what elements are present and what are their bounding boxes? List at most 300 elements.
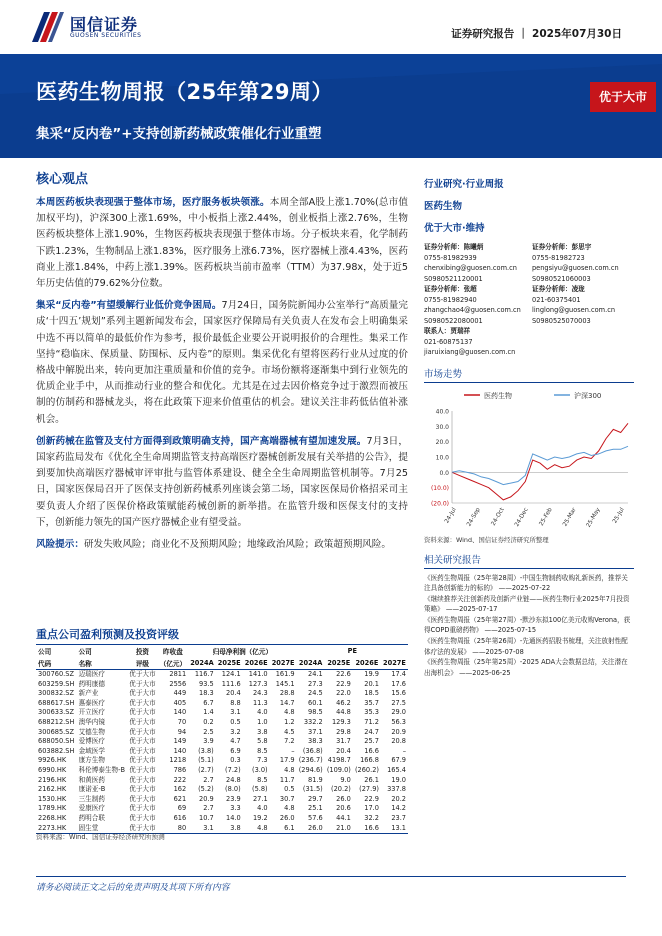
table-cell: 28.8: [279, 689, 295, 698]
table-cell: 6.1: [270, 824, 297, 834]
col-header: 昨收盘: [158, 645, 188, 658]
table-cell: 44.8: [336, 708, 351, 717]
analyst-card: [532, 242, 636, 284]
table-cell: 优于大市: [129, 670, 156, 678]
table-header-row: [36, 645, 408, 658]
industry-name: 医药生物: [424, 201, 463, 212]
industry-rating: 优于大市·维持: [424, 223, 485, 234]
x-tick-label: 25-May: [585, 506, 602, 529]
table-cell: 124.1: [221, 670, 241, 678]
col-header: 2024A: [297, 657, 325, 670]
stock-code: 688212.SH: [38, 717, 75, 726]
table-cell: 4.8: [284, 804, 295, 813]
table-cell: 20.6: [336, 804, 351, 813]
x-tick-label: 25-Feb: [538, 506, 554, 527]
table-cell: 70: [177, 717, 187, 726]
x-tick-label: 24-Oct: [490, 506, 506, 527]
table-cell: 3.1: [188, 824, 216, 834]
earnings-forecast-table: [36, 644, 408, 834]
table-cell: 0.2: [203, 717, 214, 726]
table-cell: 8.8: [230, 698, 241, 707]
table-cell: (3.8): [198, 746, 214, 755]
x-tick-label: 24-Dec: [514, 506, 530, 528]
col-header: 2025E: [325, 657, 353, 670]
table-cell: 149: [173, 737, 187, 746]
table-cell: 24.3: [252, 689, 268, 698]
contact-name: 贾瑞祥: [450, 327, 471, 335]
table-cell: 93.5: [199, 679, 214, 688]
table-cell: 23.9: [226, 794, 241, 803]
table-cell: 18.3: [199, 689, 214, 698]
table-cell: 94: [177, 727, 187, 736]
table-cell: (109.0): [326, 765, 351, 774]
series-line-pharma: [452, 423, 628, 500]
table-cell: 140: [173, 708, 187, 717]
company-name: 爱康医疗: [78, 804, 105, 813]
table-cell: 4.0: [257, 804, 268, 813]
table-cell: 4.7: [230, 737, 241, 746]
table-cell: 67.9: [391, 756, 406, 765]
table-row: [36, 776, 408, 786]
table-cell: 2811: [169, 670, 187, 678]
paragraph-market-lead: 本周医药板块表现强于整体市场，医疗服务板块领涨。: [36, 197, 270, 208]
table-subheader-row: [36, 657, 408, 670]
table-cell: 1218: [169, 756, 187, 765]
table-cell: 优于大市: [129, 765, 156, 774]
table-cell: 13.1: [381, 824, 408, 834]
col-header: 2027E: [381, 657, 408, 670]
table-cell: 22.0: [336, 689, 351, 698]
table-cell: 优于大市: [129, 708, 156, 717]
col-header: 公司: [77, 645, 128, 658]
table-cell: 14.2: [391, 804, 406, 813]
company-name: 爱博医疗: [78, 737, 105, 746]
table-cell: 20.9: [391, 727, 406, 736]
table-cell: 20.8: [391, 737, 406, 746]
paragraph-innovation-lead: 创新药械在监管及支付方面得到政策明确支持，国产高端器械有望加速发展。: [36, 435, 367, 447]
table-cell: 2.7: [203, 804, 214, 813]
table-cell: (260.2): [354, 765, 379, 774]
table-cell: 优于大市: [129, 689, 156, 698]
table-cell: 56.3: [391, 717, 406, 726]
table-cell: 32.2: [364, 813, 379, 822]
col-header: 2026E: [243, 657, 270, 670]
company-name: 三生制药: [78, 794, 105, 803]
table-cell: 24.1: [308, 670, 323, 678]
table-cell: 60.1: [308, 698, 323, 707]
top-bar: [0, 0, 662, 54]
table-cell: 30.7: [279, 794, 295, 803]
analyst-grid: [424, 242, 634, 358]
table-cell: 405: [173, 698, 187, 707]
stock-code: 2273.HK: [36, 824, 77, 834]
table-cell: 优于大市: [129, 794, 156, 803]
table-cell: 80: [158, 824, 188, 834]
table-cell: 165.4: [387, 765, 406, 774]
table-cell: 5.8: [257, 737, 268, 746]
col-header: 公司: [36, 645, 77, 658]
core-viewpoints: [36, 168, 408, 559]
table-title: 重点公司盈利预测及投资评级: [36, 628, 179, 641]
table-cell: 3.2: [230, 727, 241, 736]
paragraph-procurement-lead: 集采“反内卷”有望缓解行业低价竞争困局。: [36, 300, 222, 312]
stock-code: 2196.HK: [38, 775, 67, 784]
banner-decoration: [0, 54, 662, 158]
col-header: （亿元）: [158, 657, 188, 670]
analyst-email[interactable]: zhangchao4@guosen.com.cn: [424, 306, 521, 314]
table-row: [36, 718, 408, 728]
table-cell: 81.9: [308, 775, 323, 784]
stock-code: 1530.HK: [38, 794, 67, 803]
table-cell: 17.6: [391, 679, 406, 688]
col-header: 2027E: [270, 657, 297, 670]
contact-card: [424, 326, 528, 358]
analyst-role: 证券分析师：: [532, 243, 572, 251]
table-cell: 优于大市: [129, 746, 156, 755]
table-cell: 23.7: [391, 813, 406, 822]
col-header: 2026E: [353, 657, 381, 670]
series-line-csi300: [452, 446, 628, 484]
related-reports-heading: 相关研究报告: [424, 552, 634, 569]
table-cell: 16.6: [364, 746, 379, 755]
y-tick-label: (20.0): [430, 500, 449, 507]
paragraph-procurement-text: 7月24日，国务院新闻办公室举行“高质量完成‘十四五’规划”系列主题新闻发布会，国家医疗保障局有关负责人在发布会上明确集采中选不再以简单的最低价作为参考，报价最低企业要公开说明报价的合理性。集采工作坚持“稳临床、保质量、防围标、反内卷”的原则。集采优化有望将医药行业从过度的价格战中解脱出来，转向更加注重质量和价值的竞争。市场份额将逐渐集中到行业领先的优质企业手中，从而推动行业的整合和优化。尤其是在过去因价格竞争过于激烈而被压制的仿制药和器械龙头，将在此政策下迎来价值重估的机会。建议关注非药低估值补涨机会。: [36, 300, 408, 425]
stock-code: 300633.SZ: [38, 708, 74, 717]
stock-code: 6990.HK: [38, 765, 67, 774]
industry-type: 行业研究·行业周报: [424, 179, 504, 190]
analyst-card: [532, 284, 636, 326]
company-name: 迈瑞医疗: [78, 670, 105, 678]
paragraph-procurement: [36, 298, 408, 428]
table-row: [36, 699, 408, 709]
table-cell: 优于大市: [129, 756, 156, 765]
table-cell: 31.7: [336, 737, 351, 746]
logo-text-en: GUOSEN SECURITIES: [70, 32, 142, 39]
table-cell: –: [291, 746, 295, 755]
table-cell: 优于大市: [129, 698, 156, 707]
table-cell: 22.9: [336, 679, 351, 688]
table-cell: 3.8: [257, 727, 268, 736]
x-tick-label: 25-Jul: [612, 506, 626, 525]
table-cell: 69: [177, 804, 187, 813]
table-cell: 4.8: [284, 708, 295, 717]
table-cell: 1.4: [203, 708, 214, 717]
table-source: 资料来源：Wind、国信证券经济研究所预测: [36, 833, 165, 841]
table-cell: 4.8: [243, 824, 270, 834]
table-cell: 20.4: [336, 746, 351, 755]
paragraph-market-text: 本周全部A股上涨1.70%(总市值加权平均)，沪深300上涨1.69%，中小板指上涨2.44%，创业板指上涨2.76%，生物医药板块整体上涨1.90%，生物医药板块表现强于整体市场。分子板块来看，化学制药下跌1.23%，生物制品上涨1.83%，医疗服务上涨6.73%，医疗器械上涨4.43%，医药商业上涨1.84%，中药上涨1.39%。医药板块当前市盈率（TTM）为37.98x，处于近5年历史估值的79.62%分位数。: [36, 197, 408, 290]
col-header: 投资: [127, 645, 157, 658]
table-cell: 35.3: [364, 708, 379, 717]
report-subtitle: 集采“反内卷”+支持创新药械政策催化行业重塑: [36, 126, 322, 142]
trend-chart-svg: [424, 383, 634, 533]
table-cell: 3.3: [230, 804, 241, 813]
table-cell: 优于大市: [129, 717, 156, 726]
stock-code: 603259.SH: [38, 679, 75, 688]
table-cell: (27.9): [359, 785, 379, 794]
table-row: [36, 737, 408, 747]
table-cell: 161.9: [275, 670, 295, 678]
related-reports-list: [424, 573, 634, 679]
stock-code: 300685.SZ: [38, 727, 74, 736]
related-report-item[interactable]: 《医药生物周报（25年第25周）-2025 ADA大会数据总结，关注潜在出海机会》 ——2025-06-25: [424, 658, 628, 677]
table-cell: 20.1: [364, 679, 379, 688]
table-cell: 337.8: [387, 785, 406, 794]
table-cell: 3.8: [216, 824, 243, 834]
table-body: [36, 670, 408, 834]
company-name: 澳华内镜: [78, 717, 105, 726]
table-cell: 37.1: [308, 727, 323, 736]
analyst-phone: 0755-81982939: [424, 253, 477, 262]
table-row: [36, 756, 408, 766]
market-trend-heading: 市场走势: [424, 366, 634, 383]
stock-code: 1789.HK: [38, 804, 67, 813]
table-cell: 71.2: [364, 717, 379, 726]
table-row: [36, 689, 408, 699]
table-cell: 616: [173, 813, 187, 822]
table-cell: 38.3: [308, 737, 323, 746]
table-cell: 9.0: [340, 775, 351, 784]
company-name: 和黄医药: [78, 775, 105, 784]
company-logo: [30, 10, 190, 46]
table-cell: –: [402, 746, 406, 755]
analyst-email[interactable]: linglong@guosen.com.cn: [532, 306, 616, 314]
table-cell: 14.7: [279, 698, 295, 707]
chart-source: 资料来源：Wind、国信证券经济研究所整理: [424, 535, 549, 544]
footer-divider: [36, 876, 626, 877]
analyst-phone: 0755-81982723: [532, 253, 585, 262]
table-cell: 4.0: [257, 708, 268, 717]
table-cell: 26.0: [336, 794, 351, 803]
table-cell: 332.2: [303, 717, 323, 726]
table-cell: 3.1: [230, 708, 241, 717]
company-name: 艾德生物: [78, 727, 105, 736]
table-cell: 21.0: [325, 824, 353, 834]
table-row: [36, 747, 408, 757]
table-cell: (5.8): [252, 785, 268, 794]
table-cell: 140: [173, 746, 187, 755]
table-cell: 786: [173, 765, 187, 774]
y-tick-label: 30.0: [435, 423, 449, 431]
table-cell: 19.0: [391, 775, 406, 784]
stock-code: 300760.SZ: [38, 670, 74, 678]
table-cell: 优于大市: [129, 804, 156, 813]
table-cell: 145.1: [275, 679, 295, 688]
table-cell: 4198.7: [327, 756, 351, 765]
col-header: 评级: [127, 657, 157, 670]
table-cell: 14.0: [226, 813, 241, 822]
table-cell: 19.9: [364, 670, 379, 678]
table-cell: (5.1): [198, 756, 214, 765]
y-tick-label: 40.0: [435, 408, 449, 415]
stock-code: 688617.SH: [38, 698, 75, 707]
table-cell: (236.7): [298, 756, 323, 765]
table-cell: 6.9: [230, 746, 241, 755]
table-cell: 0.5: [284, 785, 295, 794]
table-cell: 29.0: [391, 708, 406, 717]
table-cell: 15.6: [391, 689, 406, 698]
table-row: [36, 804, 408, 814]
related-report-item[interactable]: 《医药生物周报（25年第28周）-中国生物制药收购礼新医药，推荐关注具备创新能力的标的》 ——2025-07-22: [424, 573, 628, 593]
table-cell: 98.5: [308, 708, 323, 717]
analyst-phone: 021-60375401: [532, 295, 581, 304]
table-cell: 4.8: [284, 765, 295, 774]
table-row: [36, 728, 408, 738]
table-cell: 优于大市: [127, 824, 157, 834]
company-name: 固生堂: [77, 824, 128, 834]
table-cell: 0.5: [230, 717, 241, 726]
table-cell: 129.3: [331, 717, 351, 726]
col-header: 2024A: [188, 657, 216, 670]
table-cell: 18.5: [364, 689, 379, 698]
y-tick-label: 0.0: [439, 469, 449, 477]
table-cell: (3.0): [252, 765, 268, 774]
table-cell: 优于大市: [129, 775, 156, 784]
analyst-name: 陈曦炳: [463, 243, 484, 251]
legend-label: 沪深300: [574, 391, 602, 400]
table-cell: (2.7): [198, 765, 214, 774]
analyst-license: S0980525070003: [532, 316, 591, 325]
paragraph-innovation: [36, 434, 408, 531]
col-header: 代码: [36, 657, 77, 670]
table-cell: (7.2): [225, 765, 241, 774]
col-header-group: 归母净利润（亿元）: [188, 645, 296, 658]
table-cell: 29.7: [308, 794, 323, 803]
table-cell: 1.0: [257, 717, 268, 726]
analyst-email[interactable]: pengsiyu@guosen.com.cn: [532, 264, 619, 272]
table-cell: 166.8: [360, 756, 379, 765]
company-name: 金域医学: [78, 746, 105, 755]
contact-email[interactable]: jiaruixiang@guosen.com.cn: [424, 348, 516, 356]
table-cell: 17.4: [391, 670, 406, 678]
table-cell: 优于大市: [129, 813, 156, 822]
table-cell: 11.3: [252, 698, 268, 707]
table-cell: 7.2: [284, 737, 295, 746]
core-heading: 核心观点: [36, 172, 89, 187]
table-cell: 8.5: [257, 746, 268, 755]
footer-disclaimer: 请务必阅读正文之后的免责声明及其项下所有内容: [36, 883, 230, 893]
table-cell: 优于大市: [129, 679, 156, 688]
table-cell: 162: [173, 785, 187, 794]
related-report-item[interactable]: 《医药生物周报（25年第27周）-默沙东拟100亿美元收购Verona，获得COPD重磅药物》 ——2025-07-15: [424, 615, 631, 635]
table-cell: 35.7: [364, 698, 379, 707]
y-tick-label: 10.0: [435, 454, 449, 461]
table-cell: 7.3: [257, 756, 268, 765]
table-row: [36, 680, 408, 690]
y-tick-label: 20.0: [435, 438, 449, 446]
table-cell: 19.2: [252, 813, 268, 822]
x-tick-label: 25-Mar: [562, 506, 578, 528]
logo-mark-icon: [30, 10, 64, 44]
paragraph-innovation-text: 7月3日，国家药监局发布《优化全生命周期监管支持高端医疗器械创新发展有关举措的公告》，提到要加快高端医疗器械审评审批与监管体系建设、健全全生命周期监管机制等。7月25日，国家医保局召开了医保支持创新药械系列座谈会第二场，国家医保局价格招采司主要负责人介绍了医保价格政策赋能药械创新的新举措。在监管升级和医保支付的支持下，创新能力领先的国产医疗器械企业有望受益。: [36, 435, 408, 528]
company-name: 惠泰医疗: [78, 698, 105, 707]
related-report-item[interactable]: 《继续推荐关注创新药及创新产业链——医药生物行业2025年7月投资策略》 ——2025-07-17: [424, 594, 630, 614]
report-title: 医药生物周报（25年第29周）: [36, 80, 333, 104]
company-name: 药明合联: [78, 813, 105, 822]
table-cell: 优于大市: [129, 737, 156, 746]
table-cell: 25.7: [364, 737, 379, 746]
table-cell: 25.1: [308, 804, 323, 813]
table-cell: 27.5: [391, 698, 406, 707]
table-cell: 449: [173, 689, 187, 698]
stock-code: 603882.SH: [38, 746, 75, 755]
analyst-role: 证券分析师：: [532, 285, 572, 293]
table-cell: 优于大市: [129, 727, 156, 736]
stock-code: 2268.HK: [38, 813, 67, 822]
table-cell: 6.7: [203, 698, 214, 707]
col-header: 2025E: [216, 657, 243, 670]
table-row: [36, 766, 408, 776]
table-cell: (20.2): [331, 785, 351, 794]
company-name: 康诺亚-B: [78, 785, 106, 794]
col-header-group: PE: [297, 645, 408, 658]
analyst-email[interactable]: chenxibing@guosen.com.cn: [424, 264, 517, 272]
table-cell: (5.2): [198, 785, 214, 794]
title-banner: [0, 54, 662, 158]
table-cell: 57.6: [308, 813, 323, 822]
table-cell: 2.7: [203, 775, 214, 784]
table-cell: 26.1: [364, 775, 379, 784]
table-cell: 16.6: [353, 824, 381, 834]
table-row: [36, 708, 408, 718]
paragraph-risk: [36, 537, 408, 553]
analyst-phone: 0755-81982940: [424, 295, 477, 304]
table-cell: 20.4: [226, 689, 241, 698]
analyst-license: S0980521060003: [532, 274, 591, 283]
analyst-card: [424, 242, 528, 284]
table-cell: 8.5: [257, 775, 268, 784]
table-cell: 24.5: [308, 689, 323, 698]
table-cell: 46.2: [336, 698, 351, 707]
table-cell: 优于大市: [129, 785, 156, 794]
risk-text: 研发失败风险；商业化不及预期风险；地缘政治风险；政策超预期风险。: [83, 539, 391, 551]
table-cell: 44.1: [336, 813, 351, 822]
table-cell: 29.8: [336, 727, 351, 736]
table-cell: (36.8): [302, 746, 323, 755]
table-cell: 27.1: [252, 794, 268, 803]
table-cell: 17.9: [279, 756, 295, 765]
table-cell: 26.0: [297, 824, 325, 834]
analyst-card: [424, 284, 528, 326]
paragraph-market: [36, 195, 408, 292]
table-cell: 2556: [169, 679, 187, 688]
table-cell: 22.6: [336, 670, 351, 678]
company-name: 药明康德: [78, 679, 105, 688]
table-cell: 17.0: [364, 804, 379, 813]
col-header: 名称: [77, 657, 128, 670]
table-cell: (31.5): [302, 785, 323, 794]
related-report-item[interactable]: 《医药生物周报（25年第26周）-先通医药招股书梳理，关注放射性配体疗法的发展》 ——2025-07-08: [424, 637, 628, 656]
analyst-license: S0980522080001: [424, 316, 483, 325]
company-name: 开立医疗: [78, 708, 105, 717]
table-cell: (8.0): [225, 785, 241, 794]
x-tick-label: 24-Jul: [444, 506, 458, 525]
analyst-role: 证券分析师：: [424, 243, 464, 251]
table-cell: 111.6: [221, 679, 241, 688]
x-tick-label: 24-Sep: [466, 506, 482, 528]
table-cell: 1.2: [284, 717, 295, 726]
contact-role: 联系人：: [424, 327, 451, 335]
table-cell: 127.3: [248, 679, 268, 688]
table-cell: 222: [173, 775, 187, 784]
table-cell: 26.0: [279, 813, 295, 822]
table-cell: 11.7: [279, 775, 295, 784]
table-row: [36, 785, 408, 795]
contact-phone: 021-60875137: [424, 337, 473, 346]
table-cell: 20.2: [391, 794, 406, 803]
table-cell: 24.7: [364, 727, 379, 736]
y-tick-label: (10.0): [430, 484, 449, 492]
